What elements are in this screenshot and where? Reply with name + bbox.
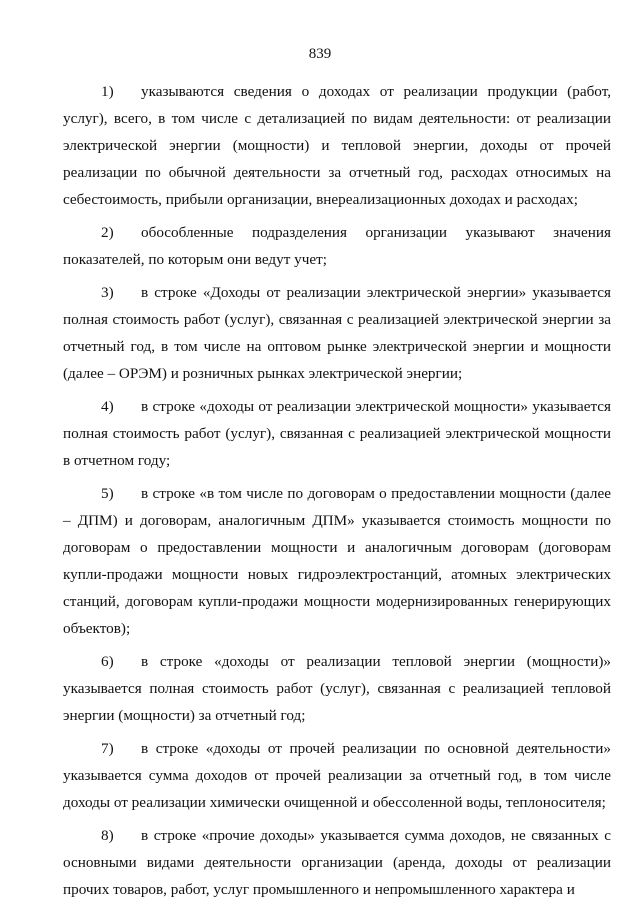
list-item	[63, 735, 611, 816]
item-number: 2)	[101, 224, 114, 241]
list-item	[63, 822, 611, 903]
item-text: в строке «доходы от реализации тепловой энергии (мощности)» указывается полная стоимость работ (услуг), связанная с реализацией тепловой энергии (мощности) за отчетный год;	[63, 653, 611, 724]
item-number: 4)	[101, 398, 114, 415]
item-text: обособленные подразделения организации указывают значения показателей, по которым они ведут учет;	[63, 224, 611, 268]
list-item	[63, 648, 611, 729]
item-text: в строке «доходы от реализации электрической мощности» указывается полная стоимость работ (услуг), связанная с реализацией электрической мощности в отчетном году;	[63, 398, 611, 469]
item-number: 6)	[101, 653, 114, 670]
list-item	[63, 279, 611, 387]
item-number: 1)	[101, 83, 114, 100]
item-number: 7)	[101, 740, 114, 757]
item-number: 5)	[101, 485, 114, 502]
list-item	[63, 480, 611, 642]
item-text: в строке «доходы от прочей реализации по основной деятельности» указывается сумма доходов от прочей реализации за отчетный год, в том числе доходы от реализации химически очищенной и обессоленной воды, теплоносителя;	[63, 740, 611, 811]
item-text: указываются сведения о доходах от реализации продукции (работ, услуг), всего, в том числе с детализацией по видам деятельности: от реализации электрической энергии (мощности) и тепловой энергии, доходы от прочей реализации по обычной деятельности за отчетный год, расходах относимых на себестоимость, прибыли организации, внереализационных доходах и расходах;	[63, 83, 611, 208]
list-item	[63, 393, 611, 474]
item-text: в строке «Доходы от реализации электрической энергии» указывается полная стоимость работ (услуг), связанная с реализацией электрической энергии за отчетный год, в том числе на оптовом рынке электрической энергии и мощности (далее – ОРЭМ) и розничных рынках электрической энергии;	[63, 284, 611, 382]
item-text: в строке «в том числе по договорам о предоставлении мощности (далее – ДПМ) и договорам, аналогичным ДПМ» указывается стоимость мощности по договорам о предоставлении мощности и аналогичным договорам (договорам купли-продажи мощности новых гидроэлектростанций, атомных электрических станций, договорам купли-продажи мощности модернизированных генерирующих объектов);	[63, 485, 611, 637]
item-number: 3)	[101, 284, 114, 301]
list-item	[63, 219, 611, 273]
page-number: 839	[308, 46, 332, 62]
item-text: в строке «прочие доходы» указывается сумма доходов, не связанных с основными видами деятельности организации (аренда, доходы от реализации прочих товаров, работ, услуг промышленного и непромышленного характера и	[63, 827, 611, 898]
list-item	[63, 78, 611, 213]
document-body	[63, 78, 611, 909]
item-number: 8)	[101, 827, 114, 844]
